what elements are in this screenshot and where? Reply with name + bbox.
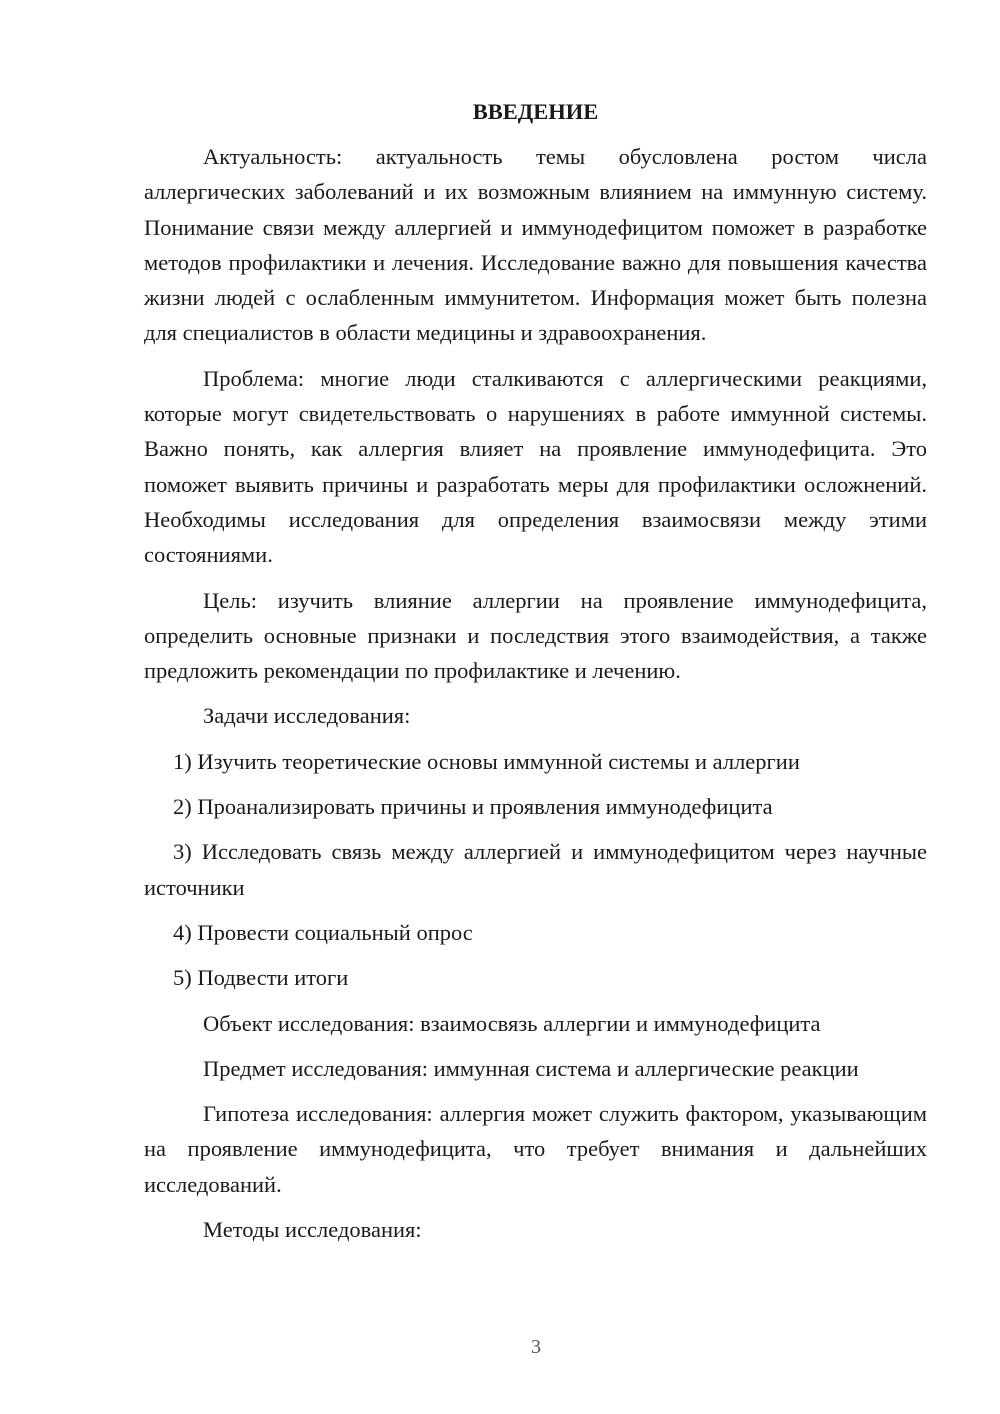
problem-paragraph: Проблема: многие люди сталкиваются с аллергическими реакциями, которые могут свидетельствовать о нарушениях в работе иммунной системы. Важно понять, как аллергия влияет на проявление иммунодефицита. Это поможет выявить причины и разработать меры для профилактики осложнений. Необходимы исследования для определения взаимосвязи между этими состояниями. bbox=[144, 365, 927, 568]
relevance-paragraph: Актуальность: актуальность темы обусловлена ростом числа аллергических заболеваний и их возможным влиянием на иммунную систему. Понимание связи между аллергией и иммунодефицитом поможет в разработке методов профилактики и лечения. Исследование важно для повышения качества жизни людей с ослабленным иммунитетом. Информация может быть полезна для специалистов в области медицины и здравоохранения. bbox=[144, 144, 927, 346]
task-item-5: 5) Подвести итоги bbox=[173, 965, 349, 991]
subject-paragraph: Предмет исследования: иммунная система и аллергические реакции bbox=[203, 1055, 859, 1081]
task-item-4: 4) Провести социальный опрос bbox=[173, 919, 473, 945]
page-content bbox=[144, 94, 927, 1247]
methods-heading: Методы исследования: bbox=[203, 1217, 422, 1243]
object-paragraph: Объект исследования: взаимосвязь аллергии и иммунодефицита bbox=[203, 1010, 821, 1036]
task-item-2: 2) Проанализировать причины и проявления иммунодефицита bbox=[173, 794, 773, 820]
goal-paragraph: Цель: изучить влияние аллергии на проявление иммунодефицита, определить основные признаки и последствия этого взаимодействия, а также предложить рекомендации по профилактике и лечению. bbox=[144, 587, 927, 684]
page-number: 3 bbox=[531, 1336, 541, 1358]
tasks-heading: Задачи исследования: bbox=[203, 703, 411, 729]
task-item-3: 3) Исследовать связь между аллергией и иммунодефицитом через научные источники bbox=[144, 839, 927, 900]
page-title: ВВЕДЕНИЕ bbox=[472, 99, 599, 124]
task-item-1: 1) Изучить теоретические основы иммунной системы и аллергии bbox=[173, 748, 800, 774]
hypothesis-paragraph: Гипотеза исследования: аллергия может служить фактором, указывающим на проявление иммунодефицита, что требует внимания и дальнейших исследований. bbox=[144, 1101, 927, 1197]
